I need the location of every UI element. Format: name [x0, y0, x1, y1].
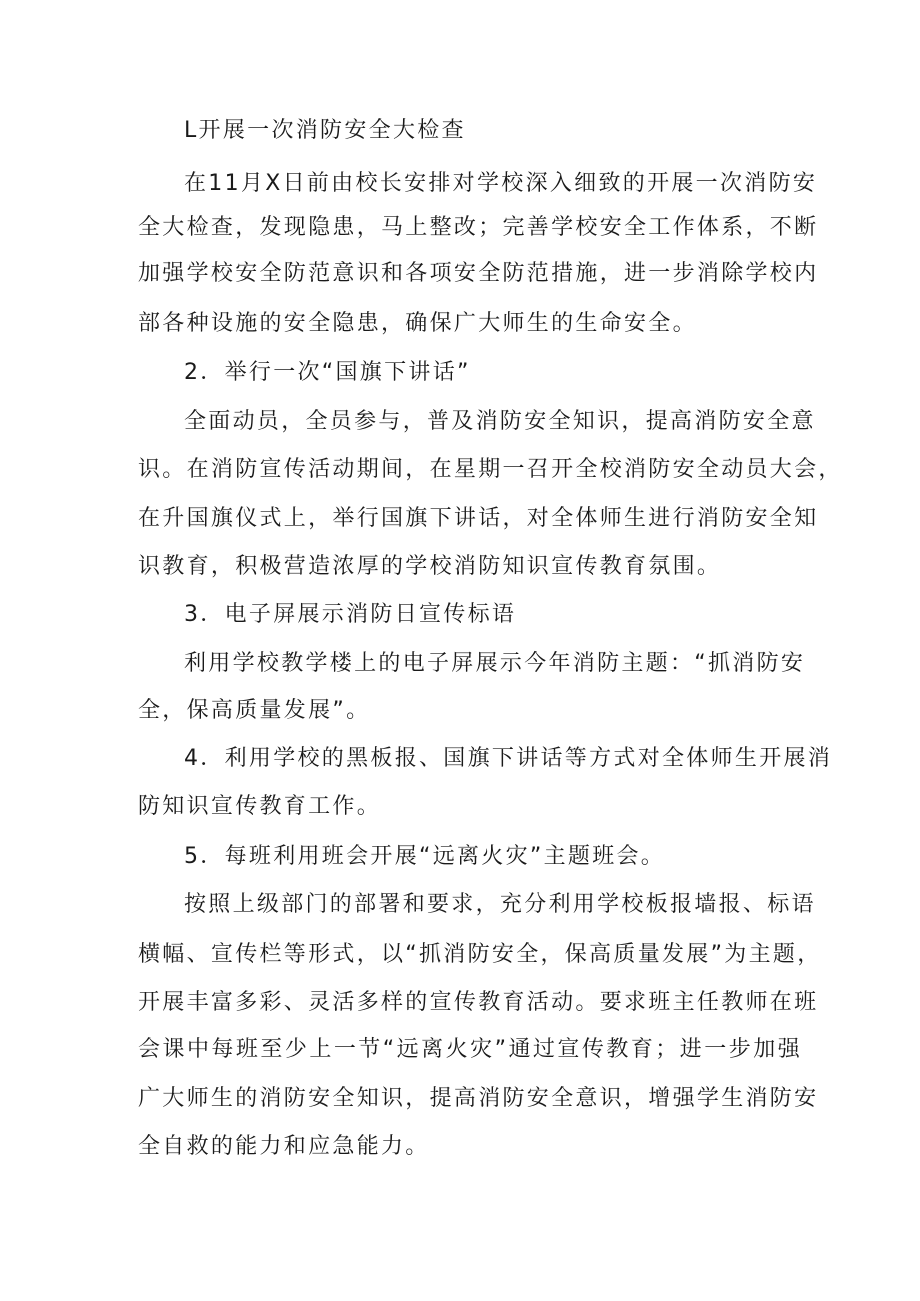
paragraph-line: 防知识宣传教育工作。 — [138, 794, 382, 819]
paragraph-line: 全大检查，发现隐患，马上整改；完善学校安全工作体系，不断 — [138, 215, 819, 240]
paragraph-line: 开展丰富多彩、灵活多样的宣传教育活动。要求班主任教师在班 — [138, 990, 819, 1015]
paragraph-line: 全面动员，全员参与，普及消防安全知识，提高消防安全意 — [184, 409, 816, 434]
paragraph-line: 全自救的能力和应急能力。 — [138, 1134, 430, 1159]
paragraph-line: 会课中每班至少上一节“远离火灾”通过宣传教育；进一步加强 — [138, 1037, 802, 1062]
paragraph-line: 广大师生的消防安全知识，提高消防安全意识，增强学生消防安 — [138, 1086, 819, 1111]
paragraph-line: 按照上级部门的部署和要求，充分利用学校板报墙报、标语 — [184, 892, 816, 917]
paragraph-line: 加强学校安全防范意识和各项安全防范措施，进一步消除学校内 — [138, 261, 819, 286]
paragraph-line: 识。在消防宣传活动期间，在星期一召开全校消防安全动员大会， — [138, 457, 843, 482]
paragraph-line: 识教育，积极营造浓厚的学校消防知识宣传教育氛围。 — [138, 554, 722, 579]
paragraph-line: 横幅、宣传栏等形式，以“抓消防安全，保高质量发展”为主题， — [138, 942, 822, 967]
paragraph-line: 部各种设施的安全隐患，确保广大师生的生命安全。 — [138, 311, 697, 336]
section-heading-1: L开展一次消防安全大检查 — [184, 118, 466, 143]
section-heading-5: 5．每班利用班会开展“远离火灾”主题班会。 — [184, 844, 666, 869]
paragraph-line: 在11月X日前由校长安排对学校深入细致的开展一次消防安 — [184, 171, 818, 196]
paragraph-line: 利用学校教学楼上的电子屏展示今年消防主题：“抓消防安 — [184, 651, 806, 676]
paragraph-line: 4．利用学校的黑板报、国旗下讲话等方式对全体师生开展消 — [184, 746, 833, 771]
paragraph-line: 全，保高质量发展”。 — [138, 698, 371, 723]
section-heading-3: 3．电子屏展示消防日宣传标语 — [184, 602, 517, 627]
section-heading-2: 2．举行一次“国旗下讲话” — [184, 360, 471, 385]
paragraph-line: 在升国旗仪式上，举行国旗下讲话，对全体师生进行消防安全知 — [138, 506, 819, 531]
